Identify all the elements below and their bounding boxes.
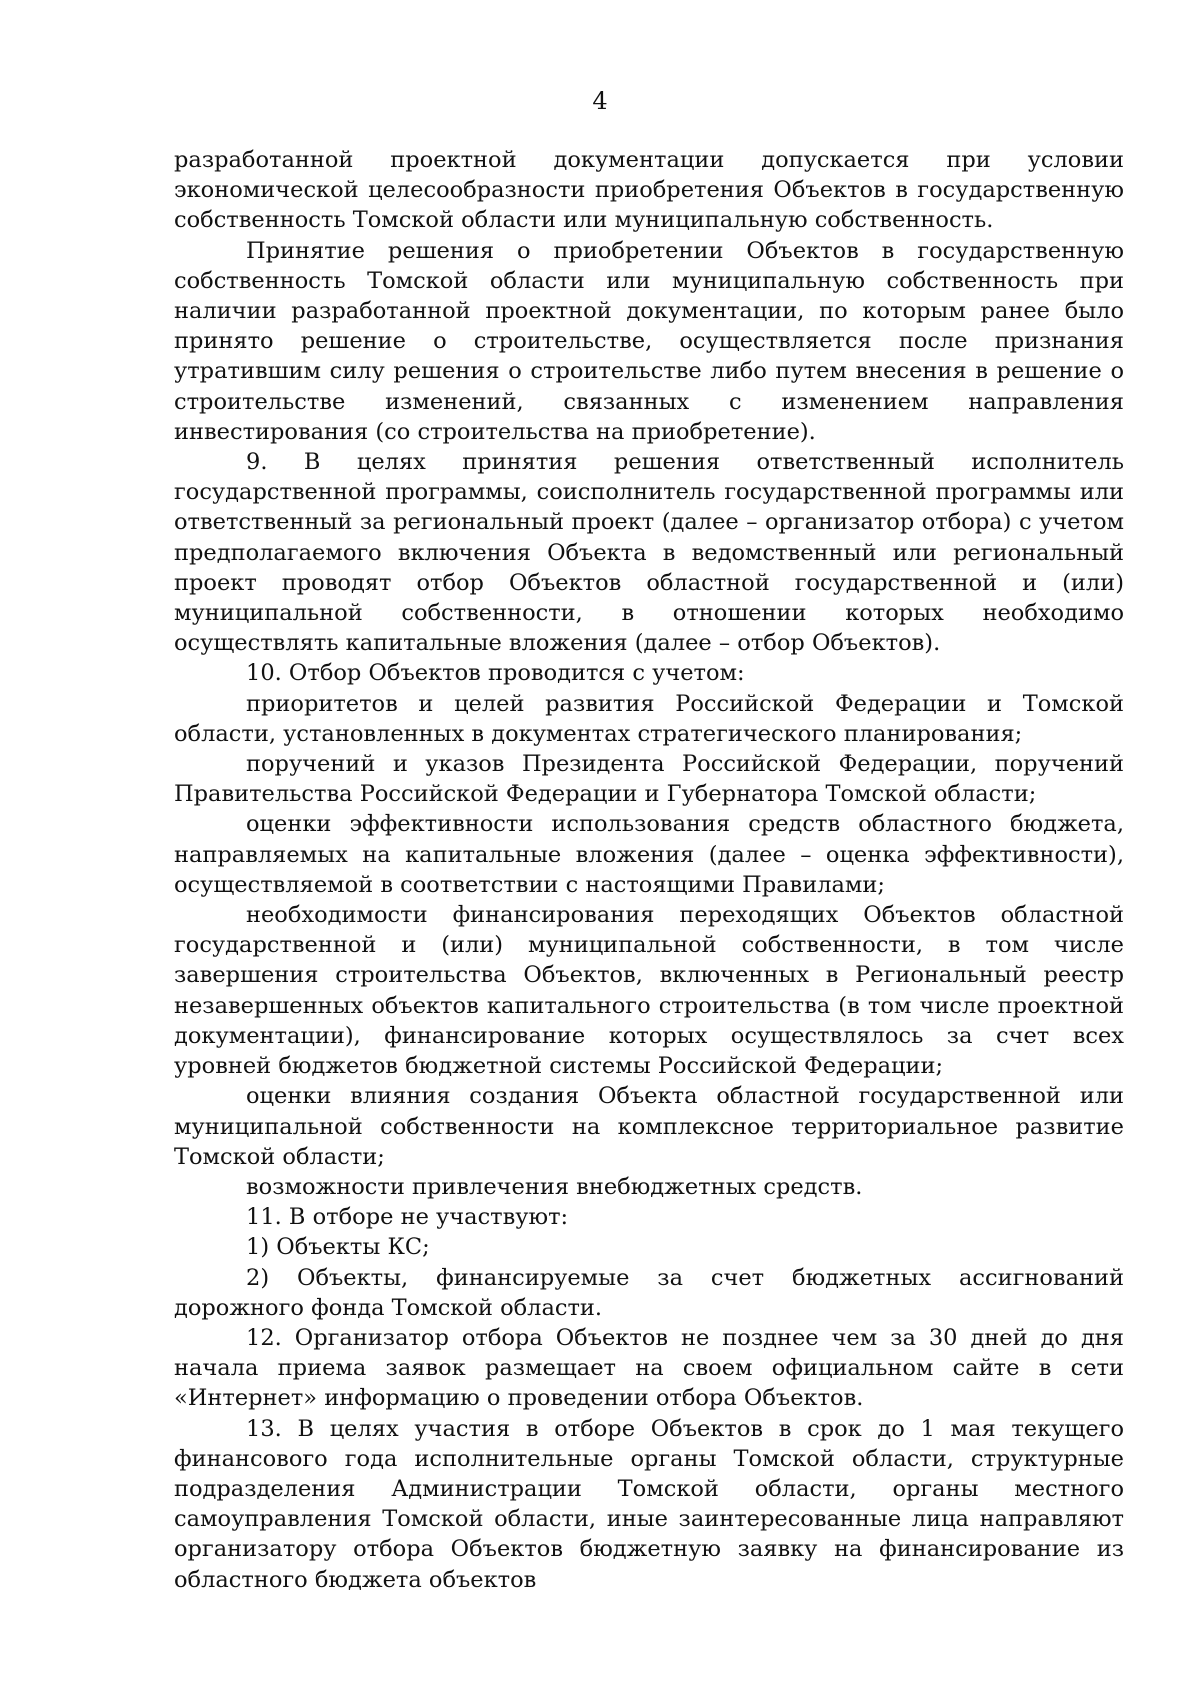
paragraph-extrabudgetary: возможности привлечения внебюджетных средств.	[246, 1173, 863, 1200]
paragraph-financing: необходимости финансирования переходящих Объектов областной государственной и (или) муниципальной собственности, в том числе завершения строительства Объектов, включенных в Региональный реестр незавершенных объектов капитального строительства (в том числе проектной документации), финансирование которых осуществлялось за счет всех уровней бюджетов бюджетной системы Российской Федерации;	[174, 902, 1124, 1080]
paragraph-item-13: 13. В целях участия в отборе Объектов в срок до 1 мая текущего финансового года исполнительные органы Томской области, структурные подразделения Администрации Томской области, органы местного самоуправления Томской области, иные заинтересованные лица направляют организатору отбора Объектов бюджетную заявку на финансирование из областного бюджета объектов	[174, 1415, 1124, 1593]
paragraph-item-9: 9. В целях принятия решения ответственный исполнитель государственной программы, соисполнитель государственной программы или ответственный за региональный проект (далее – организатор отбора) с учетом предполагаемого включения Объекта в ведомственный или региональный проект проводят отбор Объектов областной государственной и (или) муниципальной собственности, в отношении которых необходимо осуществлять капитальные вложения (далее – отбор Объектов).	[174, 449, 1124, 657]
paragraph-influence: оценки влияния создания Объекта областной государственной или муниципальной собственности на комплексное территориальное развитие Томской области;	[174, 1083, 1124, 1170]
paragraph-acquisition-decision: Принятие решения о приобретении Объектов в государственную собственность Томской области или муниципальную собственность при наличии разработанной проектной документации, по которым ранее было принято решение о строительстве, осуществляется после признания утратившим силу решения о строительстве либо путем внесения в решение о строительстве изменений, связанных с изменением направления инвестирования (со строительства на приобретение).	[174, 237, 1124, 445]
page-number: 4	[592, 87, 608, 115]
document-body	[174, 145, 1124, 1595]
paragraph-continuation: разработанной проектной документации допускается при условии экономической целесообразности приобретения Объектов в государственную собственность Томской области или муниципальную собственность.	[174, 147, 1124, 234]
paragraph-item-11-1: 1) Объекты КС;	[246, 1234, 430, 1261]
paragraph-efficiency: оценки эффективности использования средств областного бюджета, направляемых на капитальные вложения (далее – оценка эффективности), осуществляемой в соответствии с настоящими Правилами;	[174, 811, 1124, 898]
paragraph-item-12: 12. Организатор отбора Объектов не позднее чем за 30 дней до дня начала приема заявок размещает на своем официальном сайте в сети «Интернет» информацию о проведении отбора Объектов.	[174, 1324, 1124, 1412]
paragraph-item-11: 11. В отборе не участвуют:	[246, 1204, 569, 1231]
paragraph-item-11-2: 2) Объекты, финансируемые за счет бюджетных ассигнований дорожного фонда Томской области.	[174, 1264, 1124, 1321]
paragraph-item-10: 10. Отбор Объектов проводится с учетом:	[246, 660, 745, 687]
paragraph-priorities: приоритетов и целей развития Российской Федерации и Томской области, установленных в документах стратегического планирования;	[174, 690, 1124, 747]
paragraph-instructions: поручений и указов Президента Российской Федерации, поручений Правительства Российской Федерации и Губернатора Томской области;	[174, 751, 1124, 808]
